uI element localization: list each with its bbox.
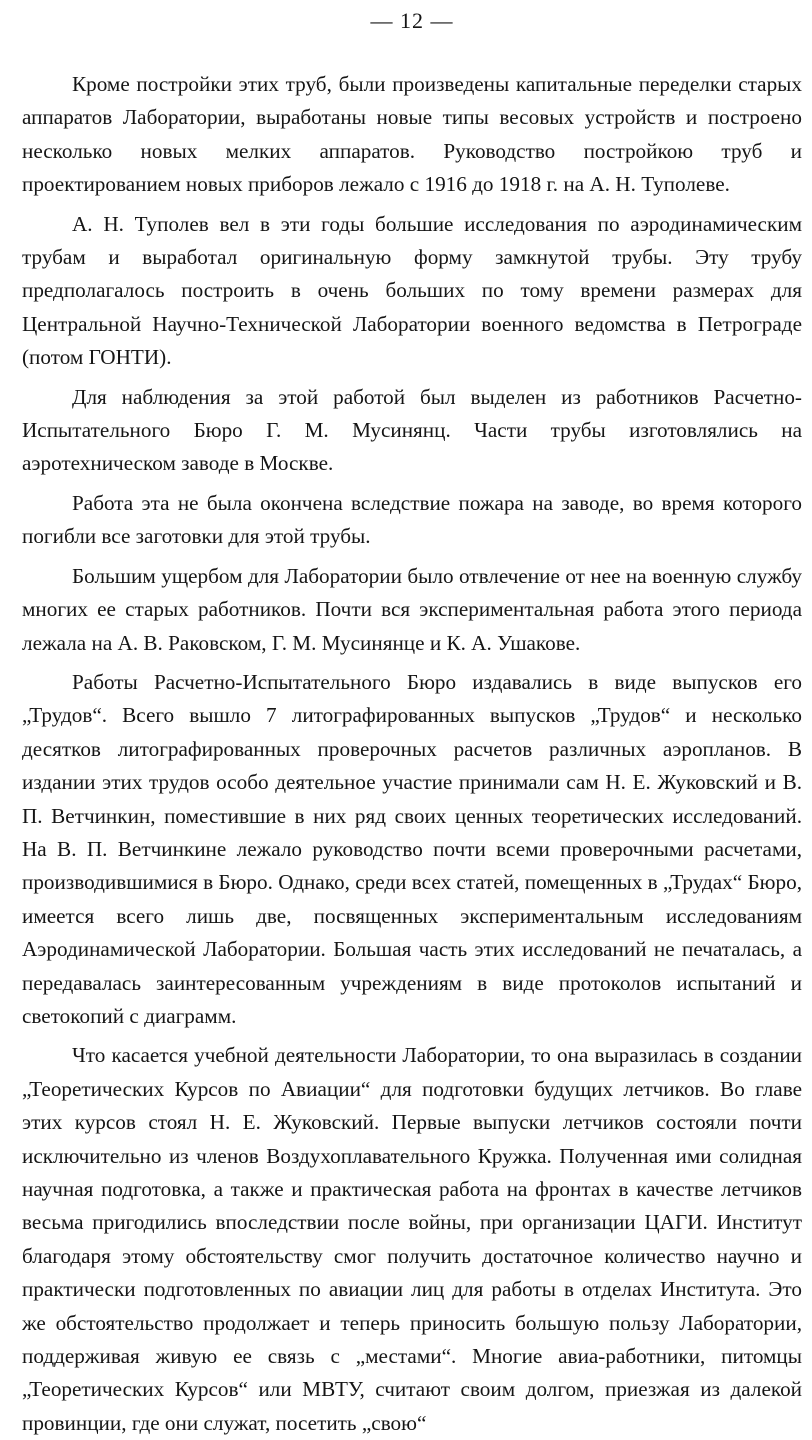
paragraph-tupolev-research: А. Н. Туполев вел в эти годы большие исследования по аэродинамическим трубам и выработал оригинальную форму замкнутой трубы. Эту трубу предполагалось построить в очень больших по тому времени размерах для Центральной Научно-Технической Лаборатории военного ведомства в Петрограде (потом ГОНТИ).	[22, 211, 802, 370]
paragraph-fire: Работа эта не была окончена вследствие пожара на заводе, во время которого погибли все заготовки для этой трубы.	[22, 490, 802, 549]
paragraph-military-service: Большим ущербом для Лаборатории было отвлечение от нее на военную службу многих ее старых работников. Почти вся экспериментальная работа этого периода лежала на А. В. Раковском, Г. М. Мусинянце и К. А. Ушакове.	[22, 563, 802, 655]
paragraph-bureau-works: Работы Расчетно-Испытательного Бюро издавались в виде выпусков его „Трудов“. Всего вышло 7 литографированных выпусков „Трудов“ и несколько десятков литографированных проверочных расчетов различных аэропланов. В издании этих трудов особо деятельное участие принимали сам Н. Е. Жуковский и В. П. Ветчинкин, поместившие в них ряд своих ценных теоретических исследований. На В. П. Ветчинкине лежало руководство почти всеми проверочными расчетами, производившимися в Бюро. Однако, среди всех статей, помещенных в „Трудах“ Бюро, имеется всего лишь две, посвященных экспериментальным исследованиям Аэродинамической Лаборатории. Большая часть этих исследований не печаталась, а передавалась заинтересованным учреждениям в виде протоколов испытаний и светокопий с диаграмм.	[22, 669, 802, 1028]
page-number: — 12 —	[370, 8, 454, 33]
paragraph-tube-construction: Кроме постройки этих труб, были произведены капитальные переделки старых аппаратов Лаборатории, выработаны новые типы весовых устройств и построено несколько новых мелких аппаратов. Руководство постройкою труб и проектированием новых приборов лежало с 1916 до 1918 г. на А. Н. Туполеве.	[22, 72, 802, 197]
paragraph-educational-activity: Что касается учебной деятельности Лаборатории, то она выразилась в создании „Теоретических Курсов по Авиации“ для подготовки будущих летчиков. Во главе этих курсов стоял Н. Е. Жуковский. Первые выпуски летчиков состояли почти исключительно из членов Воздухоплавательного Кружка. Полученная ими солидная научная подготовка, а также и практическая работа на фронтах в качестве летчиков весьма пригодились впоследствии после войны, при организации ЦАГИ. Институт благодаря этому обстоятельству смог получить достаточное количество научно и практически подготовленных по авиации лиц для работы в отделах Института. Это же обстоятельство продолжает и теперь приносить большую пользу Лаборатории, поддерживая живую ее связь с „местами“. Многие авиа-работники, питомцы „Теоретических Курсов“ или МВТУ, считают своим долгом, приезжая из далекой провинции, где они служат, посетить „свою“	[22, 1043, 802, 1435]
paragraph-musinyants: Для наблюдения за этой работой был выделен из работников Расчетно-Испытательного Бюро Г. М. Мусинянц. Части трубы изготовлялись на аэротехническом заводе в Москве.	[22, 384, 802, 476]
